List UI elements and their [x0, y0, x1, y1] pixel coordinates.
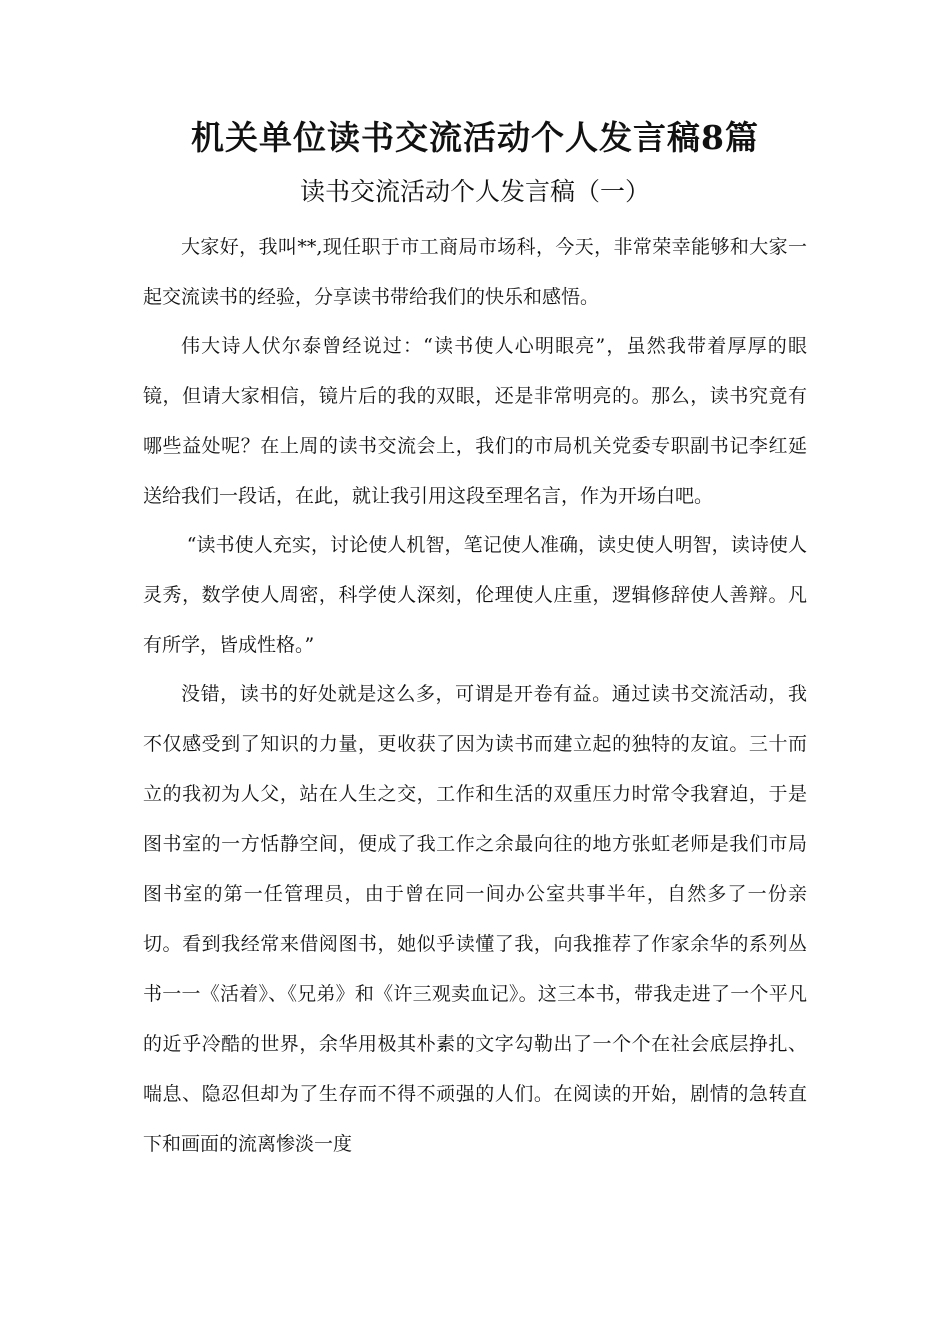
- paragraph-reading-quote: “读书使人充实，讨论使人机智，笔记使人准确，读史使人明智，读诗使人灵秀，数学使人周密，科学使人深刻，伦理使人庄重，逻辑修辞使人善辩。凡有所学，皆成性格。”: [143, 534, 807, 656]
- document-subtitle: 读书交流活动个人发言稿（一）: [299, 177, 650, 206]
- paragraph-greeting: 大家好，我叫**,现任职于市工商局市场科，今天，非常荣幸能够和大家一起交流读书的经验，分享读书带给我们的快乐和感悟。: [143, 236, 807, 308]
- paragraph-reading-benefits: 没错，读书的好处就是这么多，可谓是开卷有益。通过读书交流活动，我不仅感受到了知识的力量，更收获了因为读书而建立起的独特的友谊。三十而立的我初为人父，站在人生之交，工作和生活的双重压力时常令我窘迫，于是图书室的一方恬静空间，便成了我工作之余最向往的地方张虹老师是我们市局图书室的第一任管理员，由于曾在同一间办公室共事半年，自然多了一份亲切。看到我经常来借阅图书，她似乎读懂了我，向我推荐了作家余华的系列丛书一一《活着》、《兄弟》和《许三观卖血记》。这三本书，带我走进了一个平凡的近乎冷酷的世界，余华用极其朴素的文字勾勒出了一个个在社会底层挣扎、喘息、隐忍但却为了生存而不得不顽强的人们。在阅读的开始，剧情的急转直下和画面的流离惨淡一度: [143, 683, 807, 1155]
- document-title: 机关单位读书交流活动个人发言稿8篇: [191, 118, 759, 157]
- document-body: [143, 222, 807, 1168]
- paragraph-voltaire-quote: 伟大诗人伏尔泰曾经说过：“读书使人心明眼亮”，虽然我带着厚厚的眼镜，但请大家相信，镜片后的我的双眼，还是非常明亮的。那么，读书究竟有哪些益处呢？在上周的读书交流会上，我们的市局机关党委专职副书记李红延送给我们一段话，在此，就让我引用这段至理名言，作为开场白吧。: [143, 335, 807, 507]
